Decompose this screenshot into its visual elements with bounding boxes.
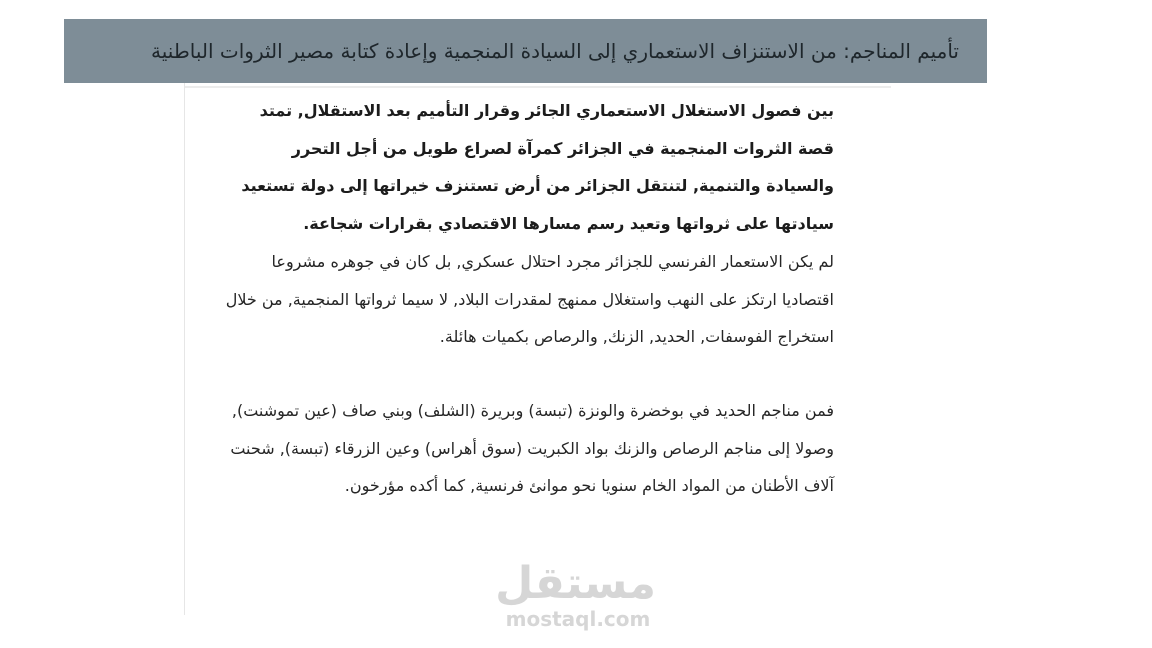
article-body xyxy=(222,92,834,505)
article-lead-paragraph: بين فصول الاستغلال الاستعماري الجائر وقرار التأميم بعد الاستقلال, تمتد قصة الثروات المنجمية في الجزائر كمرآة لصراع طويل من أجل التحرر والسيادة والتنمية, لتنتقل الجزائر من أرض تستنزف خيراتها إلى دولة تستعيد سيادتها على ثرواتها وتعيد رسم مسارها الاقتصادي بقرارات شجاعة. xyxy=(241,101,834,234)
article-paragraph: فمن مناجم الحديد في بوخضرة والونزة (تبسة) وبريرة (الشلف) وبني صاف (عين تموشنت), وصولا إلى مناجم الرصاص والزنك بواد الكبريت (سوق أهراس) وعين الزرقاء (تبسة), شحنت آلاف الأطنان من المواد الخام سنويا نحو موانئ فرنسية, كما أكده مؤرخون. xyxy=(230,400,834,496)
article-paragraph: لم يكن الاستعمار الفرنسي للجزائر مجرد احتلال عسكري, بل كان في جوهره مشروعا اقتصاديا ارتكز على النهب واستغلال ممنهج لمقدرات البلاد, لا سيما ثرواتها المنجمية, من خلال استخراج الفوسفات, الحديد, الزنك, والرصاص بكميات هائلة. xyxy=(225,251,834,347)
watermark-domain: mostaql.com xyxy=(505,607,651,631)
article-title: تأميم المناجم: من الاستنزاف الاستعماري إلى السيادة المنجمية وإعادة كتابة مصير الثروات الباطنية xyxy=(151,39,959,63)
watermark-logo: مستقل xyxy=(495,558,656,609)
paragraph-spacer xyxy=(222,356,834,392)
article-title-bar xyxy=(64,19,987,83)
